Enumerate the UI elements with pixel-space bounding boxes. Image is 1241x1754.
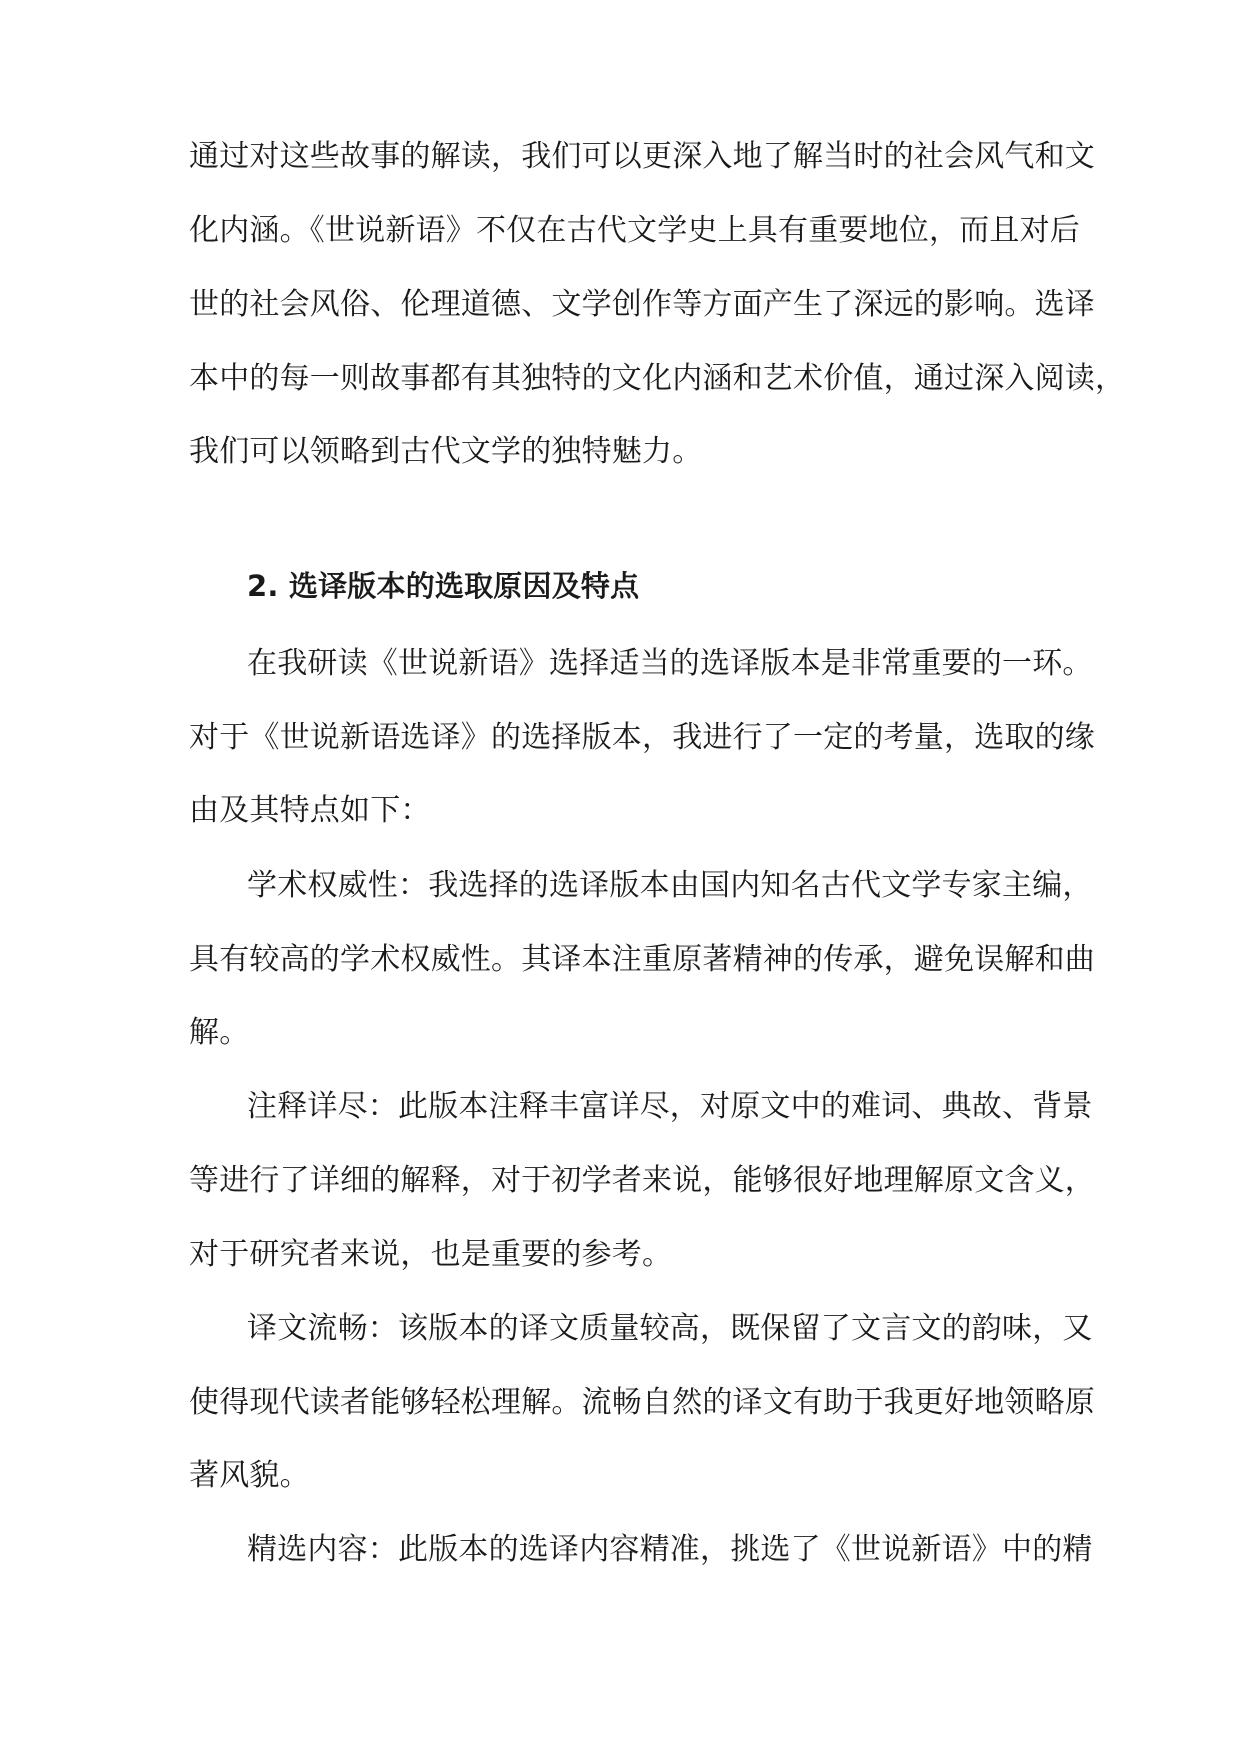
paragraph-line: 我们可以领略到古代文学的独特魅力。 [189,434,703,469]
paragraph-line: 对于《世说新语选译》的选择版本，我进行了一定的考量，选取的缘 [189,720,1095,755]
paragraph-line: 译文流畅：该版本的译文质量较高，既保留了文言文的韵味，又 [247,1311,1093,1346]
paragraph-line: 注释详尽：此版本注释丰富详尽，对原文中的难词、典故、背景 [247,1089,1093,1124]
section-heading: 2. 选译版本的选取原因及特点 [247,569,640,603]
paragraph-line: 化内涵。《世说新语》不仅在古代文学史上具有重要地位，而且对后 [189,213,1080,248]
paragraph-line: 对于研究者来说，也是重要的参考。 [189,1237,673,1272]
paragraph-line: 由及其特点如下： [189,793,431,828]
paragraph-line: 世的社会风俗、伦理道德、文学创作等方面产生了深远的影响。选译 [189,287,1095,322]
paragraph-line: 等进行了详细的解释，对于初学者来说，能够很好地理解原文含义， [189,1163,1095,1198]
paragraph-line: 学术权威性：我选择的选译版本由国内知名古代文学专家主编， [247,868,1093,903]
paragraph-line: 通过对这些故事的解读，我们可以更深入地了解当时的社会风气和文 [189,139,1095,174]
paragraph-line: 在我研读《世说新语》选择适当的选译版本是非常重要的一环。 [247,646,1093,681]
paragraph-line: 使得现代读者能够轻松理解。流畅自然的译文有助于我更好地领略原 [189,1385,1095,1420]
paragraph-line: 解。 [189,1015,250,1050]
paragraph-line: 著风貌。 [189,1458,310,1493]
paragraph-line: 具有较高的学术权威性。其译本注重原著精神的传承，避免误解和曲 [189,942,1095,977]
paragraph-line: 本中的每一则故事都有其独特的文化内涵和艺术价值，通过深入阅读， [189,361,1126,396]
paragraph-line: 精选内容：此版本的选译内容精准，挑选了《世说新语》中的精 [247,1532,1093,1567]
